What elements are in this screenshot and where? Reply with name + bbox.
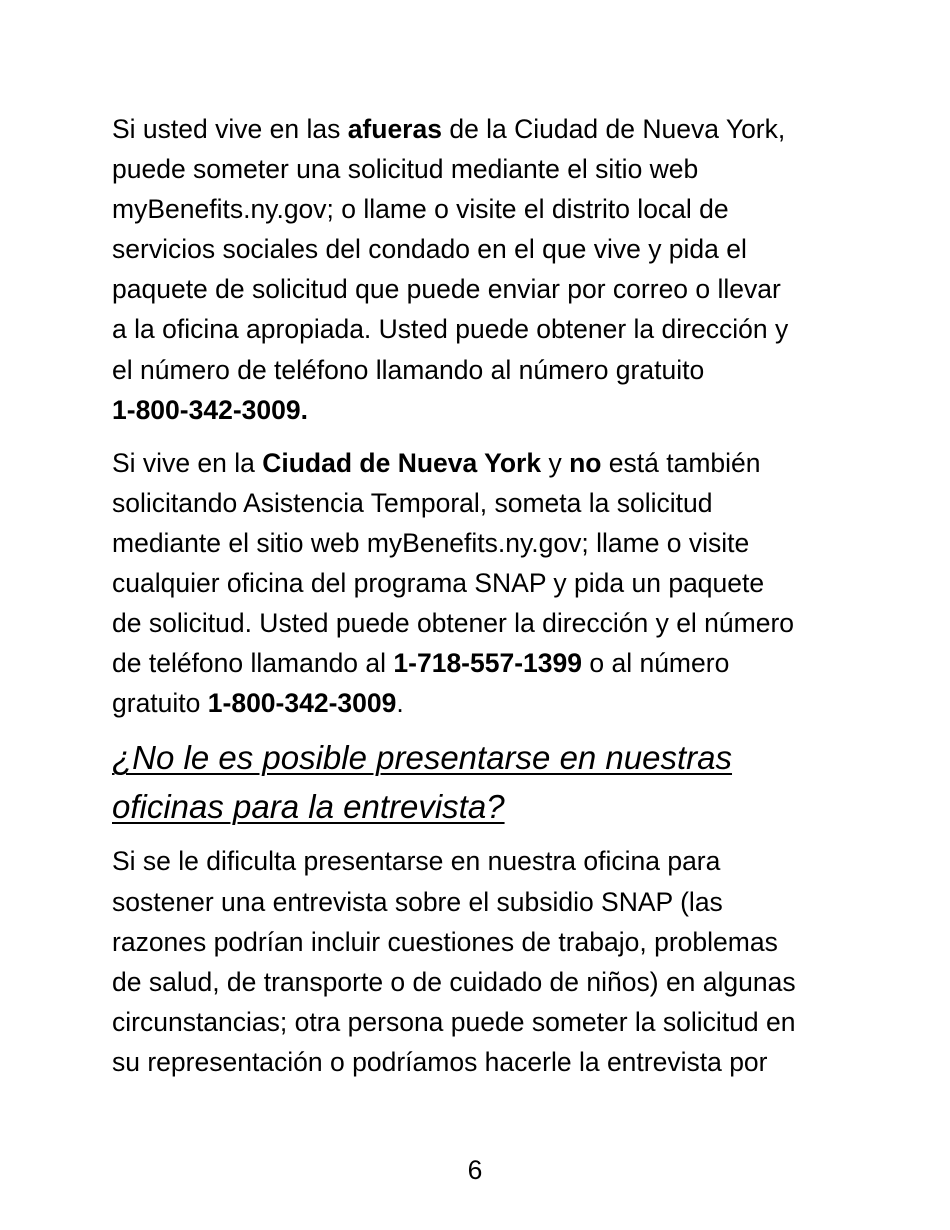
text-line: su representación o podríamos hacerle la entrevista por [112, 1046, 768, 1077]
paragraph-outside-nyc [112, 109, 842, 430]
text-line: razones podrían incluir cuestiones de trabajo, problemas [112, 926, 778, 957]
nyc-phone-number: 1-718-557-1399 [393, 648, 582, 679]
emphasis-afueras: afueras [347, 114, 442, 144]
text-line: circunstancias; otra persona puede someter la solicitud en [112, 1006, 796, 1037]
paragraph-nyc [112, 443, 842, 724]
text-line: solicitando Asistencia Temporal, someta la solicitud [112, 487, 713, 518]
text-line: Si se le dificulta presentarse en nuestra oficina para [112, 846, 721, 877]
text-line: de solicitud. Usted puede obtener la dirección y el número [112, 608, 795, 639]
text-line: servicios sociales del condado en el que vive y pida el [112, 234, 747, 265]
text-line: puede someter una solicitud mediante el sitio web [112, 154, 699, 185]
section-heading [112, 733, 842, 831]
text-line: mediante el sitio web myBenefits.ny.gov; llame o visite [112, 527, 750, 558]
toll-free-phone-number: 1-800-342-3009. [112, 394, 308, 425]
text-line: de teléfono llamando al 1-718-557-1399 o al número [112, 648, 730, 679]
document-page [112, 109, 842, 1082]
text-line: cualquier oficina del programa SNAP y pida un paquete [112, 568, 765, 599]
heading-line: oficinas para la entrevista? [112, 788, 505, 826]
text-line: el número de teléfono llamando al número gratuito [112, 354, 705, 385]
text-line: Si usted vive en las afueras de la Ciudad de Nueva York, [112, 114, 786, 144]
text-line: a la oficina apropiada. Usted puede obtener la dirección y [112, 314, 789, 345]
paragraph-interview [112, 841, 842, 1082]
text-line: gratuito 1-800-342-3009. [112, 688, 404, 719]
text-line: Si vive en la Ciudad de Nueva York y no está también [112, 447, 761, 478]
toll-free-phone-number: 1-800-342-3009 [207, 688, 397, 719]
emphasis-no: no [569, 447, 602, 478]
text-line: sostener una entrevista sobre el subsidio SNAP (las [112, 886, 723, 917]
text-line: myBenefits.ny.gov; o llame o visite el distrito local de [112, 194, 729, 225]
text-line: de salud, de transporte o de cuidado de niños) en algunas [112, 966, 796, 997]
page-number: 6 [467, 1155, 483, 1185]
heading-line: ¿No le es posible presentarse en nuestras [112, 739, 733, 777]
emphasis-ciudad-nueva-york: Ciudad de Nueva York [262, 447, 542, 478]
text-line [112, 390, 842, 430]
text-line: paquete de solicitud que puede enviar por correo o llevar [112, 274, 781, 305]
